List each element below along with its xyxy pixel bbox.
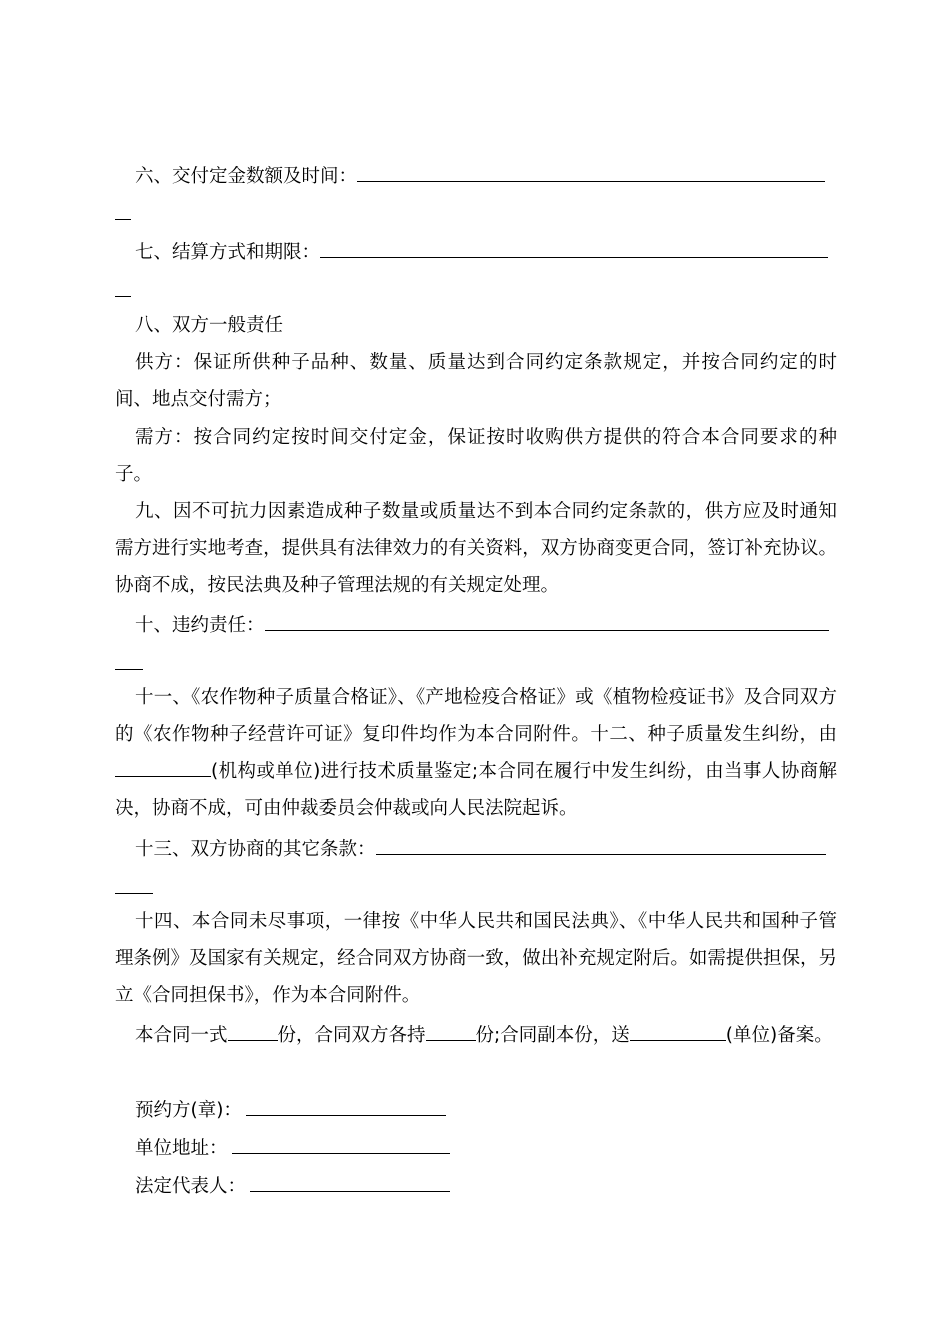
section-10-line (135, 611, 829, 639)
signature-party-blank[interactable] (246, 1096, 446, 1116)
section-6-label: 六、交付定金数额及时间： (135, 166, 358, 187)
section-7-blank-continuation (115, 296, 131, 297)
section-8-heading: 八、双方一般责任 (135, 315, 284, 336)
section-7-label: 七、结算方式和期限： (135, 242, 321, 263)
section-11-paragraph (115, 679, 837, 827)
copies-text-part1: 本合同一式 (135, 1025, 228, 1046)
section-14-paragraph: 十四、本合同未尽事项，一律按《中华人民共和国民法典》、《中华人民共和国种子管理条例》及国家有关规定，经合同双方协商一致，做出补充规定附后。如需提供担保，另立《合同担保书》，作为本合同附件。 (115, 911, 837, 1006)
section-6-blank[interactable] (357, 162, 825, 182)
section-8-supplier-paragraph: 供方：保证所供种子品种、数量、质量达到合同约定条款规定，并按合同约定的时间、地点交付需方； (115, 352, 837, 410)
arbitration-body-blank[interactable] (115, 757, 211, 777)
section-10-label: 十、违约责任： (135, 615, 265, 636)
section-13-blank-continuation (115, 893, 153, 894)
copies-text-part3: 份;合同副本份，送 (475, 1025, 630, 1046)
signature-representative-blank[interactable] (250, 1172, 450, 1192)
section-6-blank-continuation (115, 219, 131, 220)
signature-representative-line (135, 1172, 450, 1200)
signature-representative-label: 法定代表人： (135, 1176, 247, 1197)
section-9-paragraph: 九、因不可抗力因素造成种子数量或质量达不到本合同约定条款的，供方应及时通知需方进行实地考查，提供具有法律效力的有关资料，双方协商变更合同，签订补充协议。协商不成，按民法典及种子管理法规的有关规定处理。 (115, 501, 837, 596)
copies-text-part4: (单位)备案。 (725, 1025, 833, 1046)
section-8-buyer-paragraph: 需方：按合同约定按时间交付定金，保证按时收购供方提供的符合本合同要求的种子。 (115, 427, 837, 485)
section-11-text-part2: (机构或单位)进行技术质量鉴定;本合同在履行中发生纠纷，由当事人协商解决，协商不成，可由仲裁委员会仲裁或向人民法院起诉。 (115, 761, 837, 819)
signature-party-line (135, 1096, 446, 1124)
section-10-blank[interactable] (265, 611, 829, 631)
section-11-text-part1: 十一、《农作物种子质量合格证》、《产地检疫合格证》或《植物检疫证书》及合同双方的《农作物种子经营许可证》复印件均作为本合同附件。十二、种子质量发生纠纷，由 (115, 687, 837, 745)
copies-total-blank[interactable] (228, 1021, 278, 1041)
signature-address-label: 单位地址： (135, 1138, 228, 1159)
section-13-blank[interactable] (376, 835, 826, 855)
section-7-blank[interactable] (320, 238, 828, 258)
section-13-line (135, 835, 826, 863)
copies-each-blank[interactable] (426, 1021, 476, 1041)
section-10-blank-continuation (115, 669, 143, 670)
signature-party-label: 预约方(章)： (135, 1100, 242, 1121)
signature-address-blank[interactable] (232, 1134, 450, 1154)
signature-address-line (135, 1134, 450, 1162)
filing-unit-blank[interactable] (630, 1021, 726, 1041)
copies-text-part2: 份，合同双方各持 (277, 1025, 426, 1046)
section-6-line (135, 162, 825, 190)
section-13-label: 十三、双方协商的其它条款： (135, 839, 376, 860)
section-7-line (135, 238, 828, 266)
copies-line (135, 1021, 833, 1049)
